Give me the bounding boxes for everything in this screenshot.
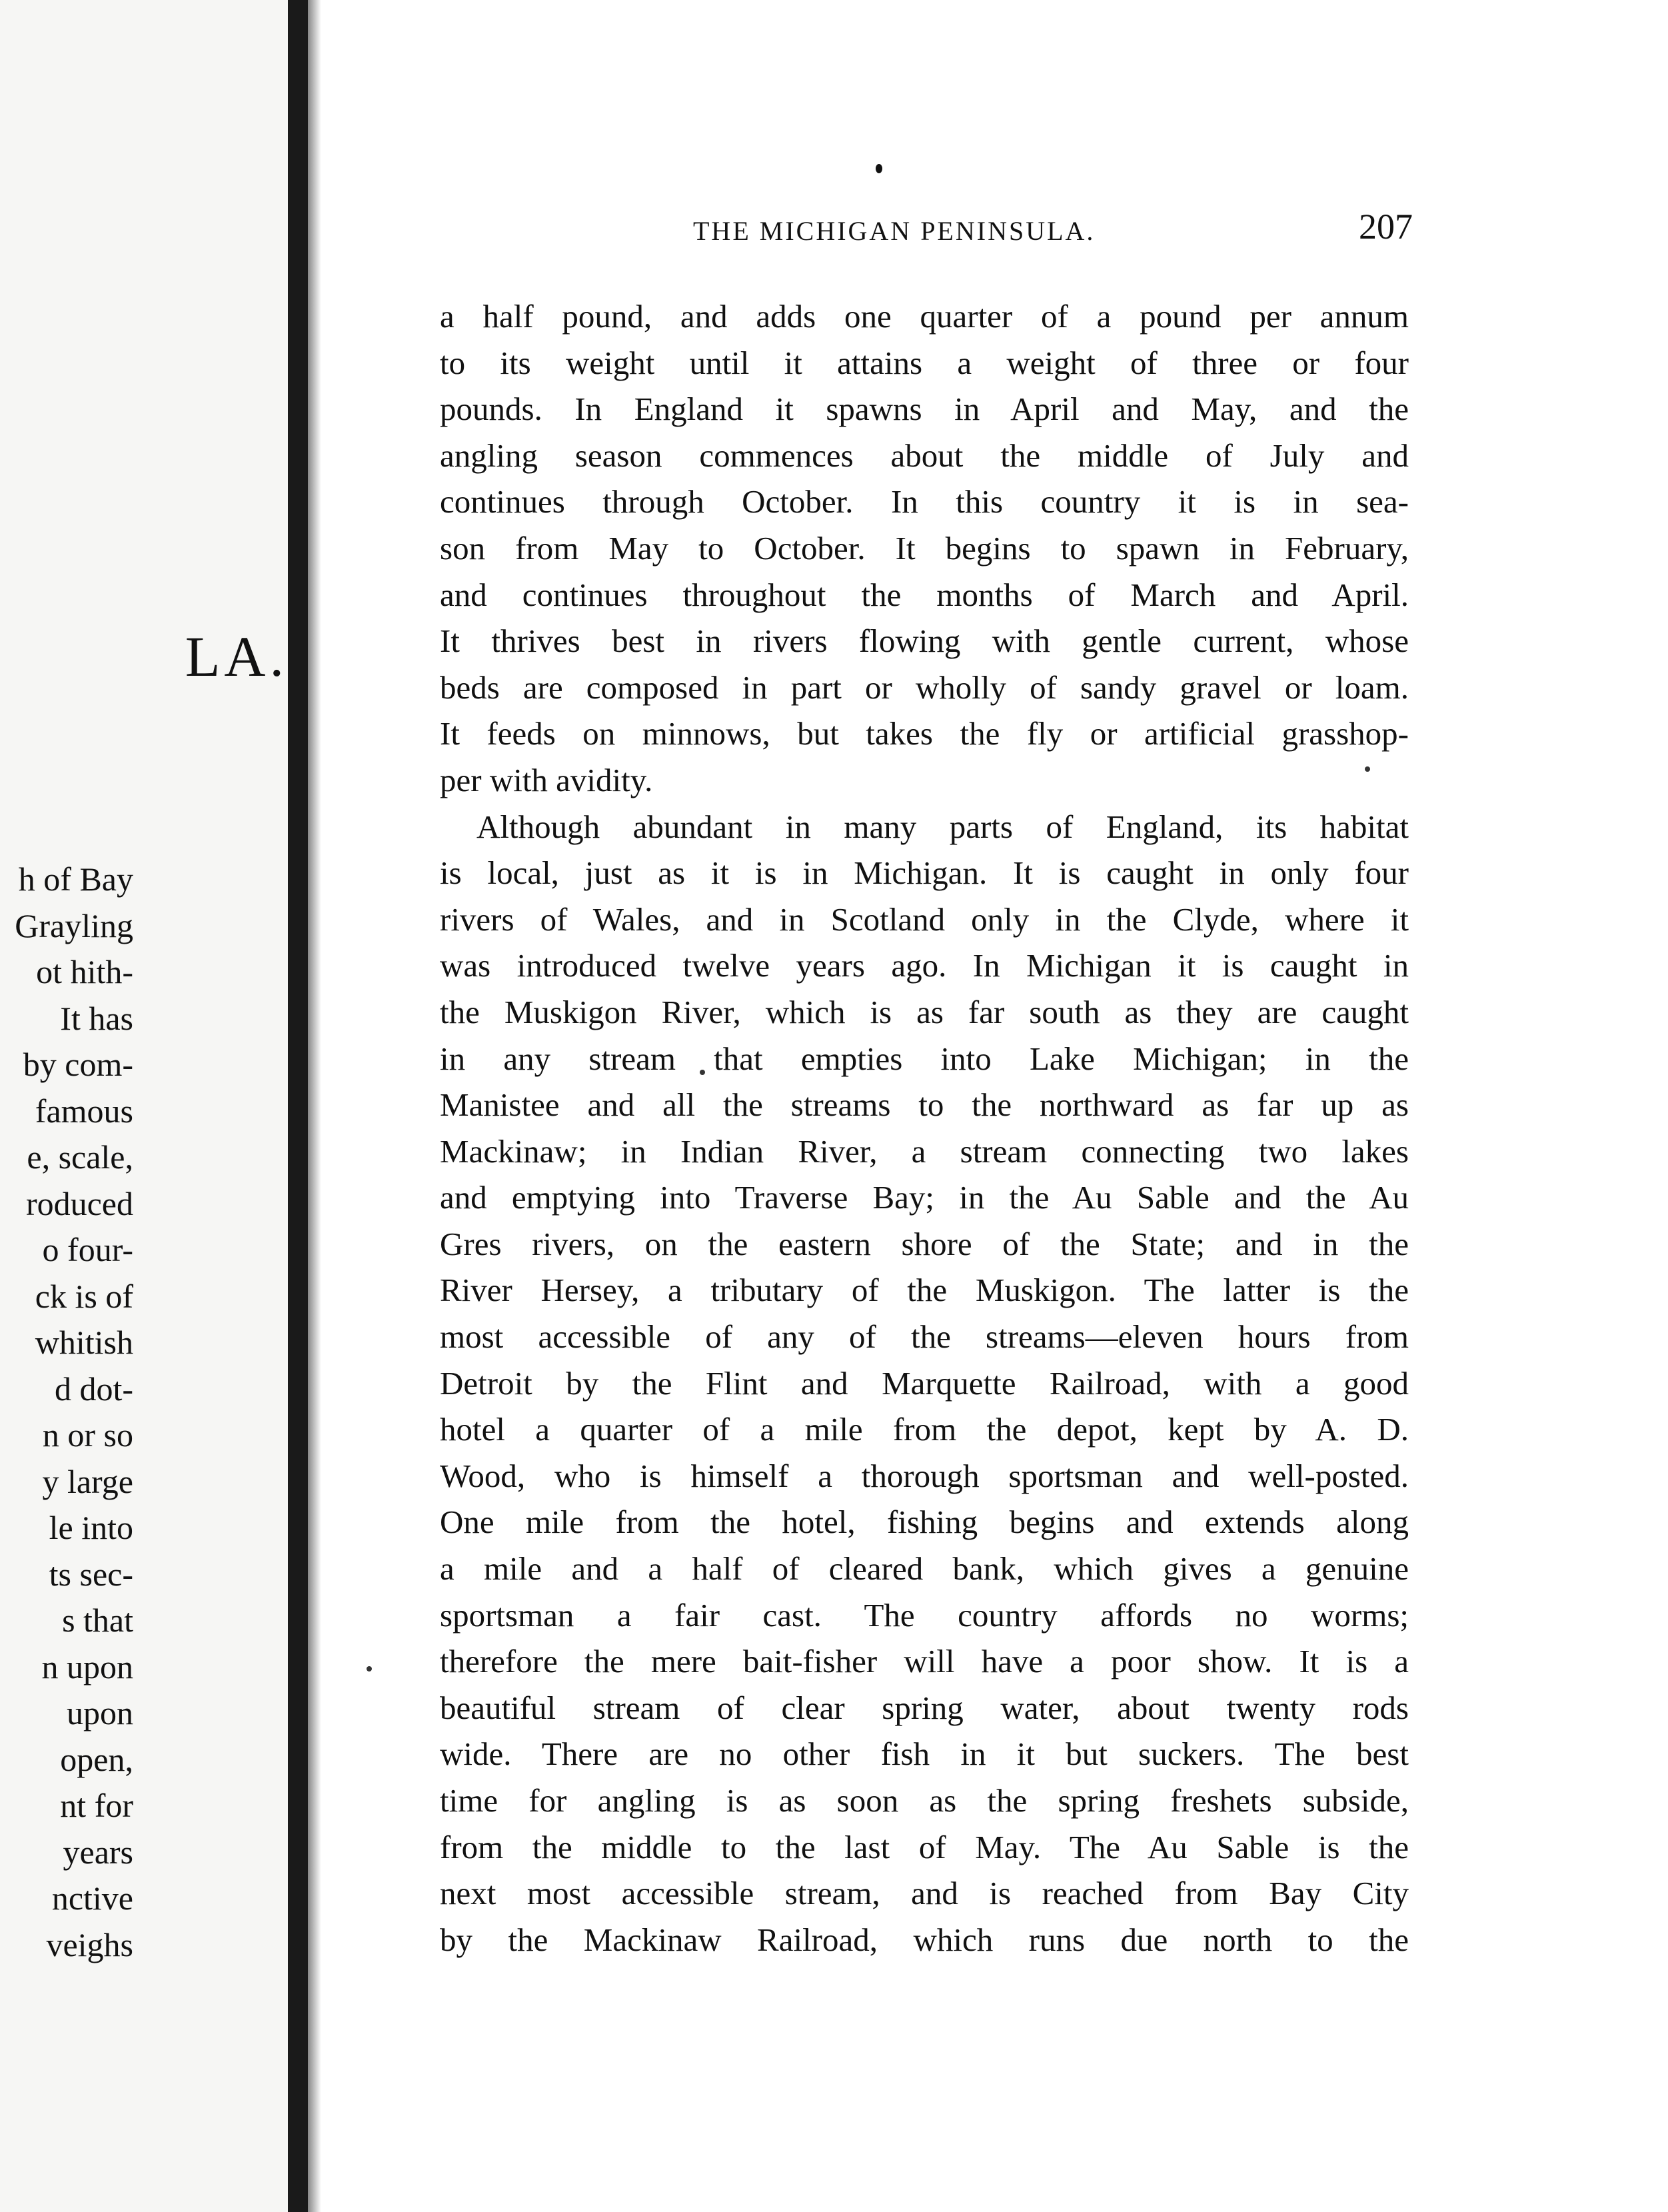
text-line: It thrives best in rivers flowing with gentle current, whose	[440, 622, 1409, 660]
text-line: and emptying into Traverse Bay; in the Au Sable and the Au	[440, 1179, 1409, 1216]
left-line: h of Bay	[18, 860, 133, 898]
left-line: d dot-	[54, 1370, 133, 1408]
left-line: o four-	[42, 1231, 133, 1268]
text-line: wide. There are no other fish in it but suckers. The best	[440, 1735, 1409, 1773]
text-line: Wood, who is himself a thorough sportsman and well-posted.	[440, 1457, 1409, 1494]
left-line: y large	[42, 1462, 133, 1500]
left-line: s that	[62, 1602, 133, 1639]
text-line: most accessible of any of the streams—eleven hours from	[440, 1318, 1409, 1356]
text-line: sportsman a fair cast. The country affords no worms;	[440, 1596, 1409, 1634]
text-line: a half pound, and adds one quarter of a pound per annum	[440, 298, 1409, 335]
text-line: per with avidity.	[440, 761, 653, 798]
text-line: from the middle to the last of May. The Au Sable is the	[440, 1828, 1409, 1865]
text-line: Detroit by the Flint and Marquette Railroad, with a good	[440, 1364, 1409, 1402]
text-line: time for angling is as soon as the spring freshets subside,	[440, 1782, 1409, 1819]
left-line: upon	[67, 1694, 133, 1731]
text-line: Although abundant in many parts of England, its habitat	[476, 808, 1409, 845]
text-line: is local, just as it is in Michigan. It is caught in only four	[440, 854, 1409, 892]
text-line: It feeds on minnows, but takes the fly or artificial grasshop-	[440, 715, 1409, 752]
left-line: famous	[35, 1092, 133, 1130]
left-page-heading: LA.	[185, 624, 288, 688]
left-line: by com-	[23, 1046, 133, 1083]
text-line: beds are composed in part or wholly of sandy gravel or loam.	[440, 668, 1409, 706]
left-line: n or so	[42, 1416, 133, 1454]
left-line: years	[63, 1833, 133, 1871]
running-title: THE MICHIGAN PENINSULA.	[693, 216, 1096, 246]
text-line: River Hersey, a tributary of the Muskigon. The latter is the	[440, 1272, 1409, 1309]
left-line: nctive	[51, 1879, 133, 1917]
print-speck	[876, 164, 882, 173]
text-line: in any stream that empties into Lake Michigan; in the	[440, 1040, 1409, 1077]
text-line: son from May to October. It begins to spawn in February,	[440, 529, 1409, 566]
text-line: rivers of Wales, and in Scotland only in the Clyde, where it	[440, 900, 1409, 938]
left-line: roduced	[25, 1184, 133, 1222]
text-line: to its weight until it attains a weight of three or four	[440, 344, 1409, 381]
text-line: One mile from the hotel, fishing begins and extends along	[440, 1504, 1409, 1541]
running-header	[440, 203, 1413, 257]
text-line: Manistee and all the streams to the northward as far up as	[440, 1086, 1409, 1124]
text-line: continues through October. In this country it is in sea-	[440, 483, 1409, 521]
text-line: the Muskigon River, which is as far south as they are caught	[440, 993, 1409, 1030]
text-line: Gres rivers, on the eastern shore of the State; and in the	[440, 1225, 1409, 1262]
left-page-fragment	[0, 0, 288, 2212]
left-line: e, scale,	[27, 1138, 133, 1176]
text-line: hotel a quarter of a mile from the depot, kept by A. D.	[440, 1411, 1409, 1448]
left-line: open,	[60, 1740, 133, 1778]
text-line: therefore the mere bait-fisher will have a poor show. It is a	[440, 1643, 1409, 1680]
text-line: beautiful stream of clear spring water, about twenty rods	[440, 1689, 1409, 1726]
left-line: ot hith-	[36, 953, 133, 990]
text-line: by the Mackinaw Railroad, which runs due north to the	[440, 1921, 1409, 1958]
left-line: It has	[60, 999, 133, 1037]
left-line: n upon	[41, 1648, 133, 1685]
left-line: le into	[49, 1509, 133, 1546]
left-line: ts sec-	[49, 1555, 133, 1593]
text-line: pounds. In England it spawns in April and May, and the	[440, 391, 1409, 428]
text-line: was introduced twelve years ago. In Michigan it is caught in	[440, 947, 1409, 984]
gutter-shadow	[308, 0, 321, 2212]
page-number: 207	[1359, 207, 1413, 247]
left-line: ck is of	[35, 1277, 133, 1315]
text-line: angling season commences about the middle of July and	[440, 437, 1409, 474]
text-line: next most accessible stream, and is reached from Bay City	[440, 1875, 1409, 1912]
left-page-text	[0, 856, 133, 1968]
book-gutter	[288, 0, 308, 2212]
left-line: nt for	[60, 1787, 133, 1824]
print-speck	[367, 1666, 372, 1671]
left-line: whitish	[35, 1324, 133, 1361]
left-line: Grayling	[15, 906, 133, 944]
text-line: and continues throughout the months of March and April.	[440, 576, 1409, 613]
left-line: veighs	[46, 1925, 133, 1963]
text-line: Mackinaw; in Indian River, a stream connecting two lakes	[440, 1132, 1409, 1170]
body-text	[440, 293, 1409, 1963]
text-line: a mile and a half of cleared bank, which gives a genuine	[440, 1550, 1409, 1588]
